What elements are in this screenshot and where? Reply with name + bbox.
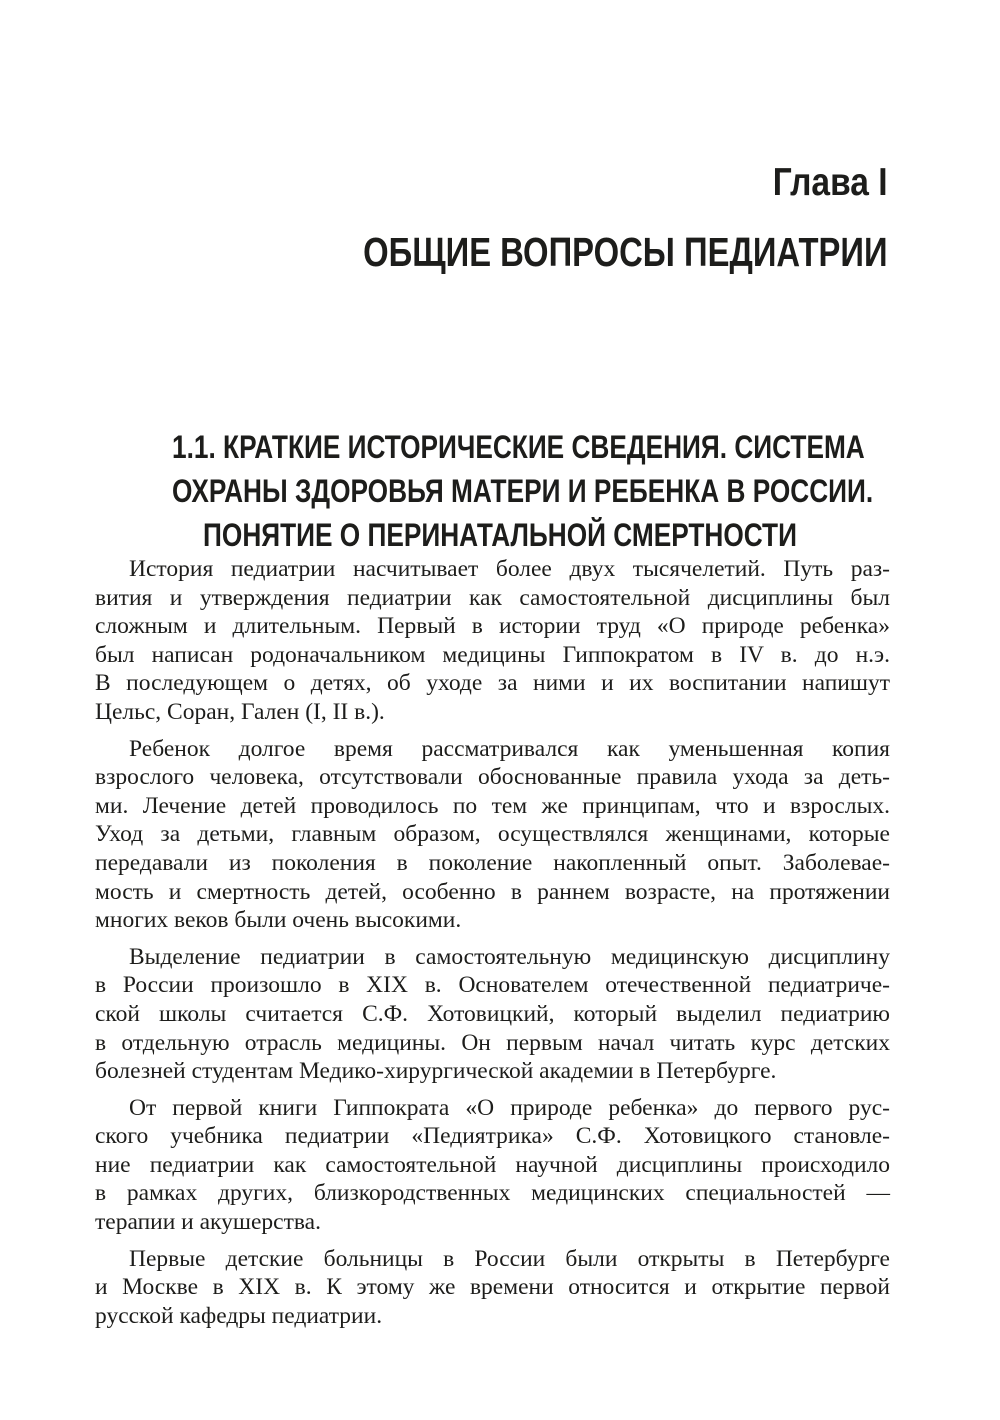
section-title-line: ОХРАНЫ ЗДОРОВЬЯ МАТЕРИ И РЕБЕНКА В РОССИИ. (172, 473, 874, 509)
text-line: взрослого человека, отсутствовали обоснованные правила ухода за деть- (95, 764, 890, 791)
text-line: русской кафедры педиатрии. (95, 1302, 383, 1329)
text-line: Выделение педиатрии в самостоятельную медицинскую дисциплину (129, 943, 890, 970)
text-line: ние педиатрии как самостоятельной научной дисциплины происходило (95, 1151, 890, 1178)
text-line: был написан родоначальником медицины Гиппократом в IV в. до н.э. (95, 641, 890, 668)
text-line: История педиатрии насчитывает более двух тысячелетий. Путь раз- (129, 556, 890, 582)
text-line: болезней студентам Медико-хирургической академии в Петербурге. (95, 1058, 777, 1085)
section-title (100, 425, 900, 557)
text-line: Уход за детьми, главным образом, осуществлялся женщинами, которые (95, 821, 890, 848)
text-line: Ребенок долгое время рассматривался как уменьшенная копия (129, 735, 890, 762)
text-line: ми. Лечение детей проводилось по тем же принципам, что и взрослых. (95, 792, 890, 819)
text-line: многих веков были очень высокими. (95, 907, 462, 934)
paragraph (95, 735, 890, 935)
chapter-header (232, 160, 888, 276)
text-line: От первой книги Гиппократа «О природе ребенка» до первого рус- (129, 1094, 890, 1121)
chapter-title: ОБЩИЕ ВОПРОСЫ ПЕДИАТРИИ (363, 229, 888, 275)
text-line: Цельс, Соран, Гален (I, II в.). (95, 698, 385, 725)
chapter-label: Глава I (773, 161, 888, 204)
body-text (95, 555, 890, 1338)
text-line: в рамках других, близкородственных медицинских специальностей — (95, 1180, 890, 1207)
section-title-line: 1.1. КРАТКИЕ ИСТОРИЧЕСКИЕ СВЕДЕНИЯ. СИСТЕМА (172, 429, 865, 465)
paragraph (95, 943, 890, 1086)
text-line: терапии и акушерства. (95, 1209, 321, 1236)
text-line: ского учебника педиатрии «Педиятрика» С.Ф. Хотовицкого становле- (95, 1123, 890, 1150)
text-line: сложным и длительным. Первый в истории труд «О природе ребенка» (95, 613, 890, 640)
text-line: В последующем о детях, об уходе за ними и их воспитании напишут (95, 670, 890, 697)
paragraph (95, 1245, 890, 1331)
section-title-line: ПОНЯТИЕ О ПЕРИНАТАЛЬНОЙ СМЕРТНОСТИ (203, 517, 797, 553)
text-line: вития и утверждения педиатрии как самостоятельной дисциплины был (95, 584, 890, 611)
text-line: ской школы считается С.Ф. Хотовицкий, который выделил педиатрию (95, 1000, 890, 1027)
text-line: передавали из поколения в поколение накопленный опыт. Заболевае- (95, 849, 890, 876)
text-line: Первые детские больницы в России были открыты в Петербурге (129, 1245, 890, 1272)
paragraph (95, 555, 890, 727)
text-line: в России произошло в XIX в. Основателем отечественной педиатриче- (95, 972, 890, 999)
paragraph (95, 1094, 890, 1237)
text-line: и Москве в XIX в. К этому же времени относится и открытие первой (95, 1274, 890, 1301)
text-line: в отдельную отрасль медицины. Он первым начал читать курс детских (95, 1029, 890, 1056)
text-line: мость и смертность детей, особенно в раннем возрасте, на протяжении (95, 878, 890, 905)
